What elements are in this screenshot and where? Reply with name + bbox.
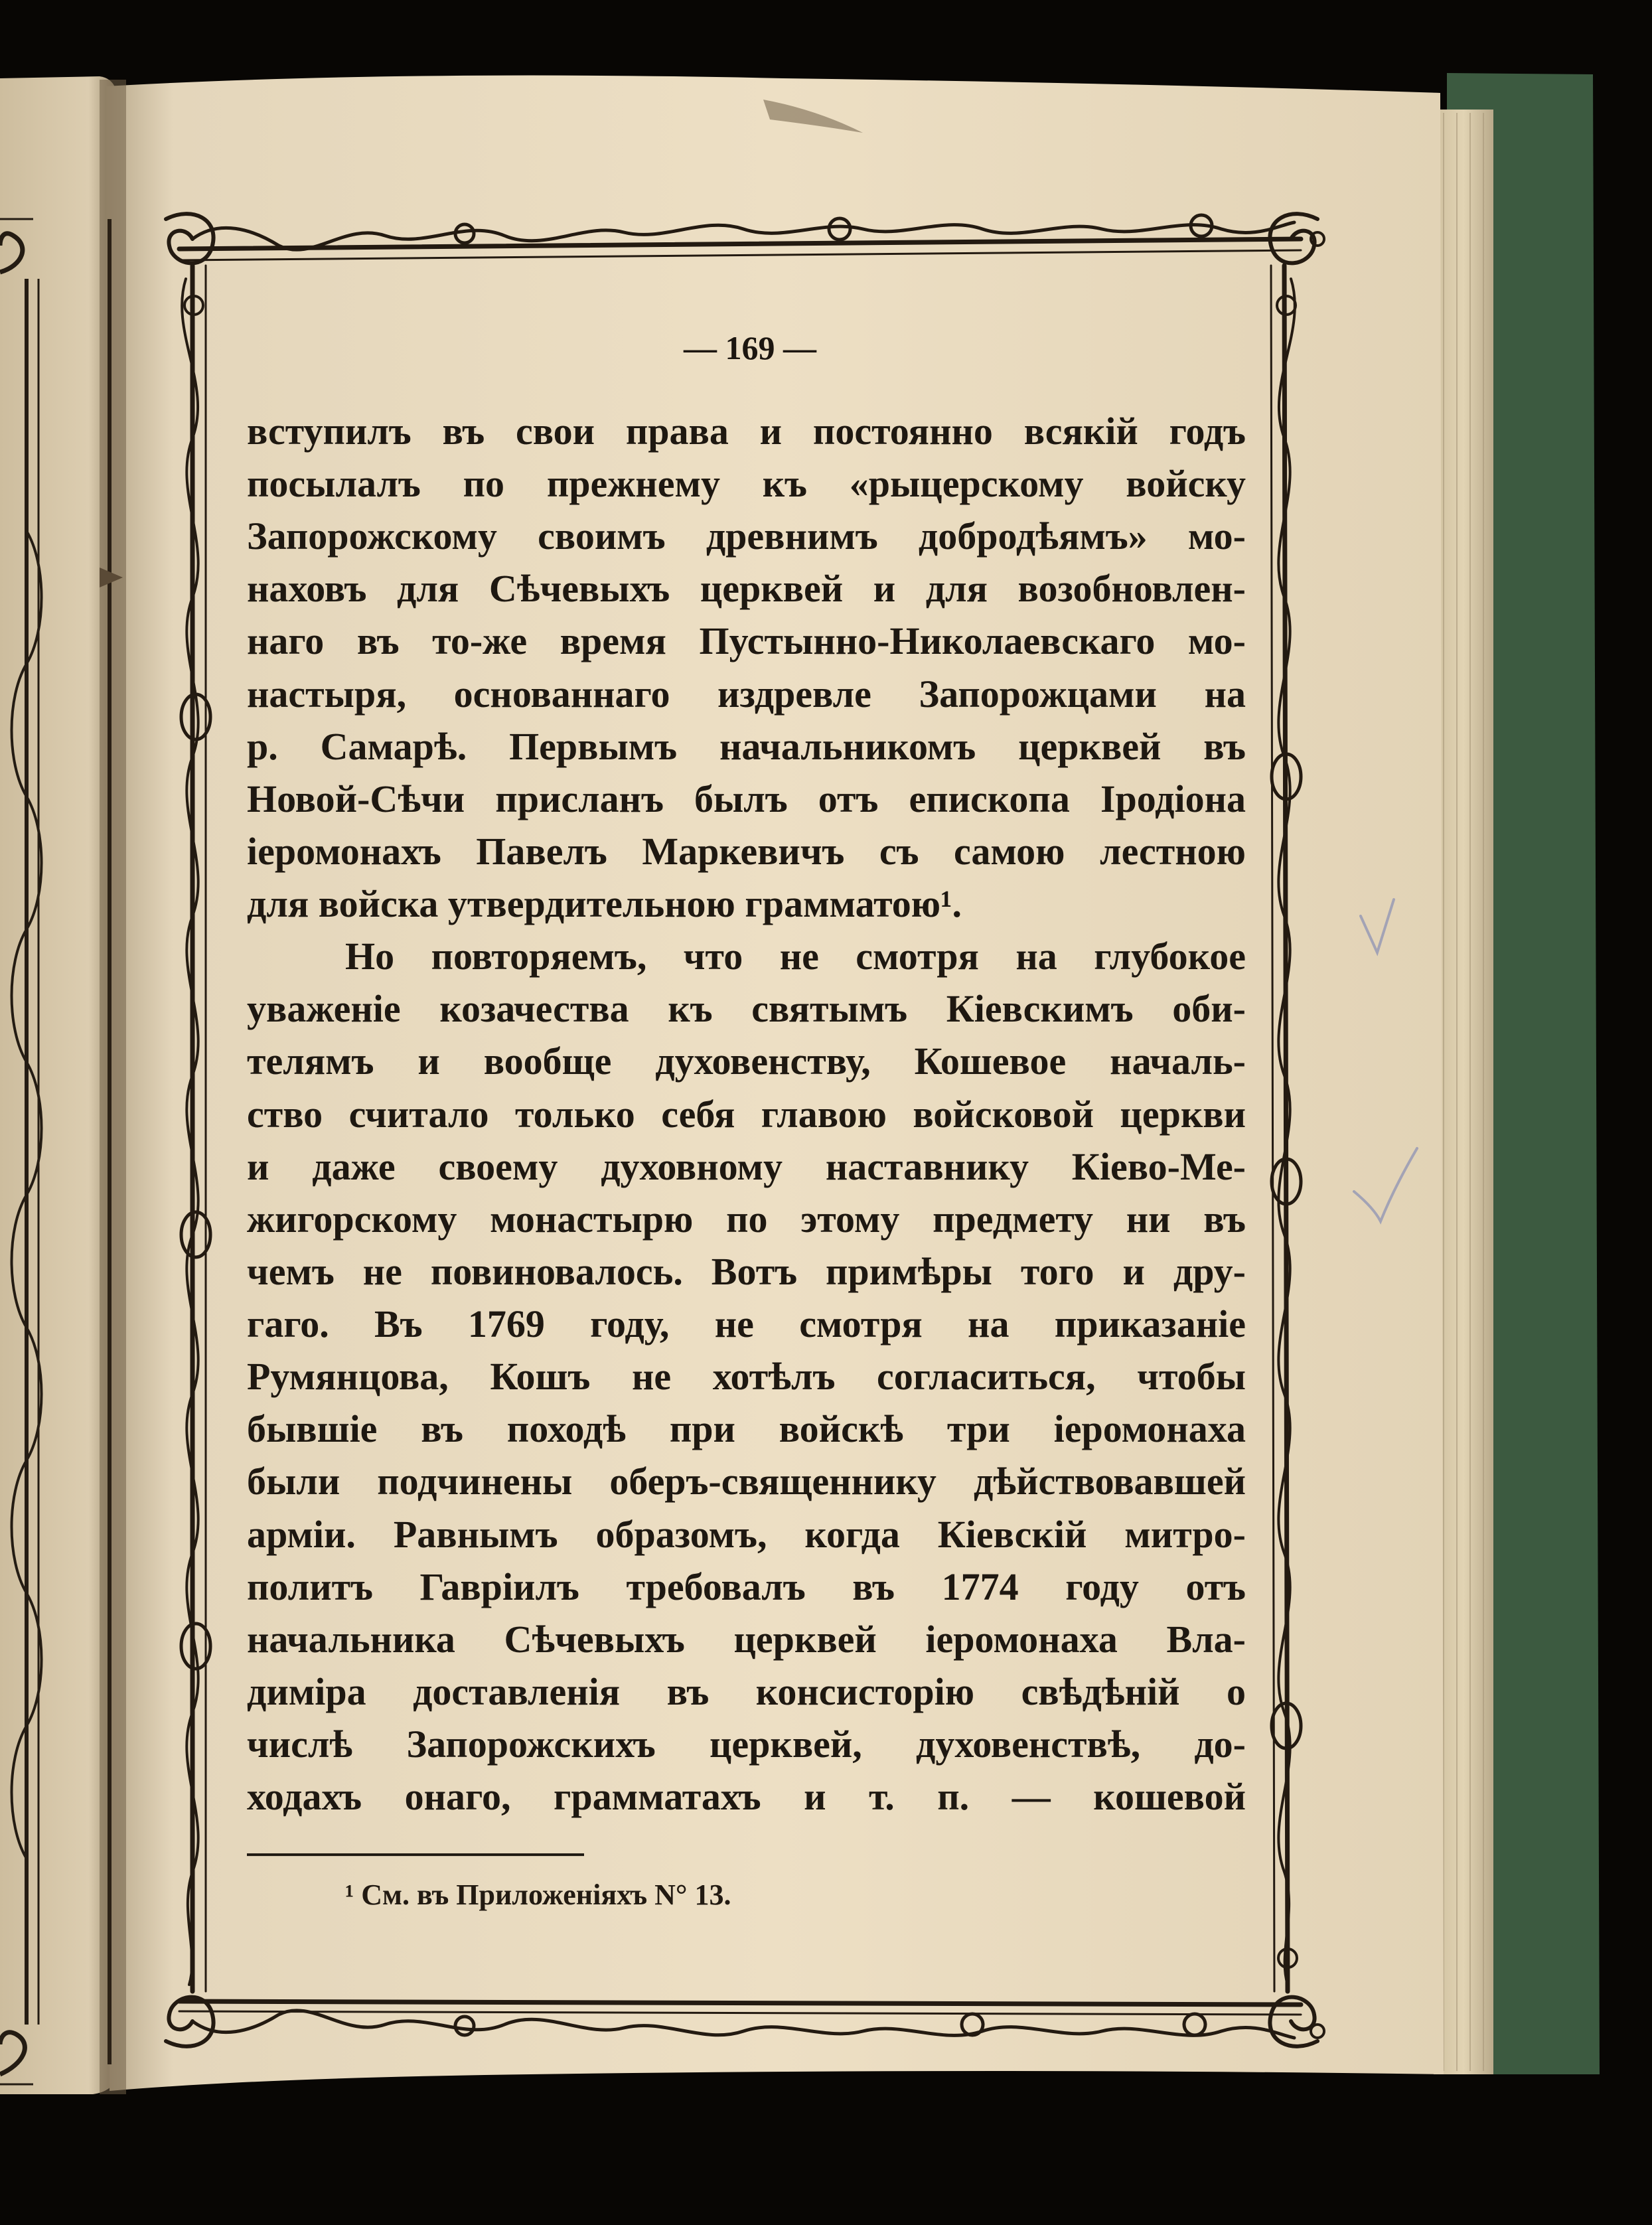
paragraph-2-line: были подчинены оберъ-священнику дѣйствовавшей [247, 1460, 1246, 1503]
paragraph-2-line: чемъ не повиновалось. Вотъ примѣры того и дру- [247, 1249, 1246, 1293]
paragraph-1-line: іеромонахъ Павелъ Маркевичъ съ самою лестною [247, 829, 1246, 873]
paragraph-1-line: Новой-Сѣчи присланъ былъ отъ епископа Іродіона [247, 777, 1246, 820]
paragraph-2-line: ство считало только себя главою войсковой церкви [247, 1092, 1246, 1136]
paragraph-2-line: политъ Гавріилъ требовалъ въ 1774 году отъ [247, 1565, 1246, 1608]
paragraph-2-line: Румянцова, Кошъ не хотѣлъ согласиться, чтобы [247, 1355, 1246, 1399]
paragraph-2-line: диміра доставленія въ консисторію свѣдѣній о [247, 1669, 1246, 1713]
paragraph-1-line: настыря, основаннаго издревле Запорожцами на [247, 672, 1246, 716]
paragraph-2-line: арміи. Равнымъ образомъ, когда Кіевскій митро- [247, 1512, 1246, 1556]
paragraph-2-line: гаго. Въ 1769 году, не смотря на приказаніе [247, 1302, 1246, 1346]
paragraph-2-line: уваженіе козачества къ святымъ Кіевскимъ оби- [247, 987, 1246, 1031]
paragraph-2-line: числѣ Запорожскихъ церквей, духовенствѣ, до- [247, 1723, 1246, 1766]
paragraph-2-line: Но повторяемъ, что не смотря на глубокое [345, 935, 1246, 978]
paragraph-2-line: и даже своему духовному наставнику Кіево-Ме- [247, 1144, 1246, 1188]
paragraph-1-line: Запорожскому своимъ древнимъ добродѣямъ» мо- [247, 514, 1246, 558]
paragraph-2-line: начальника Сѣчевыхъ церквей іеромонаха Вла- [247, 1617, 1246, 1661]
paragraph-1-line: наховъ для Сѣчевыхъ церквей и для возобновлен- [247, 567, 1246, 611]
paragraph-1-line: р. Самарѣ. Первымъ начальникомъ церквей въ [247, 724, 1246, 768]
paragraph-2-line: бывшіе въ походѣ при войскѣ три іеромонаха [247, 1407, 1246, 1451]
paragraph-1-line: посылалъ по прежнему къ «рыцерскому войску [247, 462, 1246, 506]
footnote-text: ¹ См. въ Приложеніяхъ N° 13. [345, 1879, 731, 1912]
page-number: — 169 — [684, 329, 816, 366]
paragraph-2-line: телямъ и вообще духовенству, Кошевое началь- [247, 1039, 1246, 1083]
paragraph-2-line: жигорскому монастырю по этому предмету ни въ [247, 1197, 1246, 1241]
paragraph-1-line: вступилъ въ свои права и постоянно всякій годъ [247, 410, 1246, 453]
paragraph-1-line: для войска утвердительною грамматою¹. [247, 882, 962, 926]
paragraph-1-line: наго въ то-же время Пустынно-Николаевскаго мо- [247, 619, 1246, 663]
paragraph-2-line: ходахъ онаго, грамматахъ и т. п. — кошевой [247, 1775, 1246, 1819]
